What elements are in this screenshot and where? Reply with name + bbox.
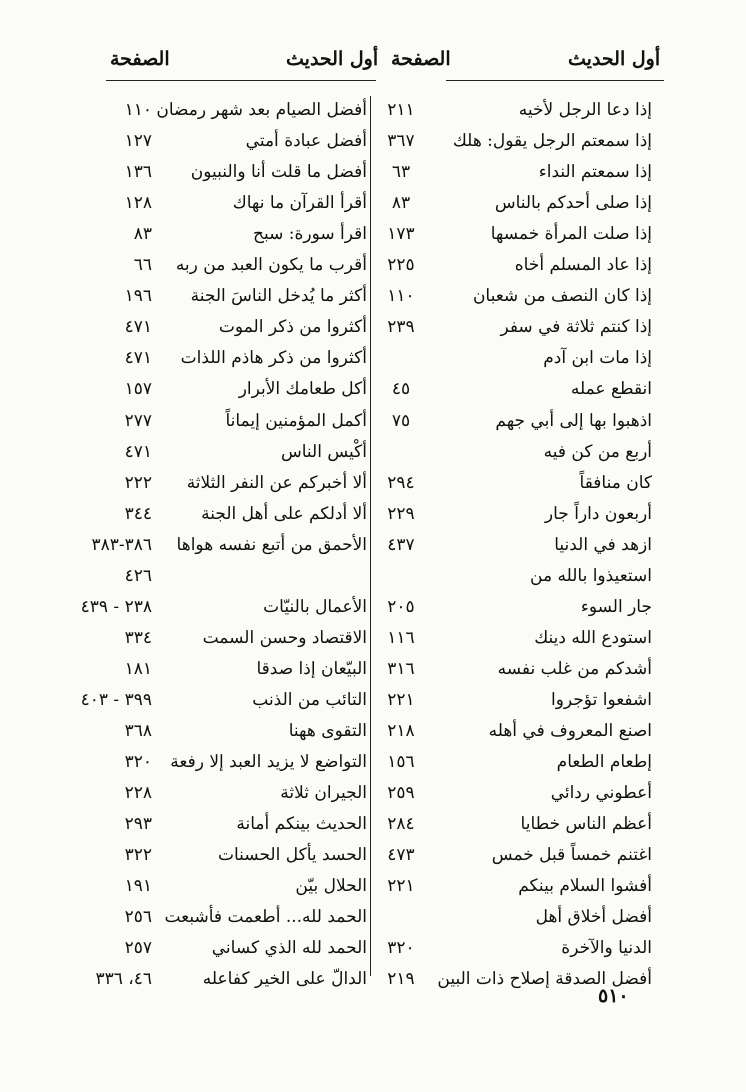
hadith-left: أفضل عبادة أمتي xyxy=(245,131,367,151)
index-row xyxy=(0,311,746,343)
page-left: ١٢٧ xyxy=(124,131,152,151)
hadith-right: إذا كنتم ثلاثة في سفر xyxy=(500,317,652,337)
index-row xyxy=(0,684,746,716)
header-underline-right xyxy=(446,80,664,81)
page-right: ١١٦ xyxy=(387,628,415,648)
hadith-left: أكل طعامك الأبرار xyxy=(238,379,367,399)
hadith-right: اصنع المعروف في أهله xyxy=(488,721,652,741)
hadith-left: الحسد يأكل الحسنات xyxy=(217,845,367,865)
index-row xyxy=(0,870,746,902)
page-number: ٥١٠ xyxy=(598,985,629,1007)
header-right-page: الصفحة xyxy=(391,48,451,70)
page-right: ١١٠ xyxy=(387,286,415,306)
hadith-right: إذا صلت المرأة خمسها xyxy=(490,224,652,244)
hadith-left: أفضل ما قلت أنا والنبيون xyxy=(190,162,367,182)
hadith-left: أكثروا من ذكر هاذم اللذات xyxy=(180,348,367,368)
hadith-right: أربع من كن فيه xyxy=(543,442,652,462)
page-left: ٢٧٧ xyxy=(124,411,152,431)
hadith-right: إذا صلى أحدكم بالناس xyxy=(494,193,652,213)
page-right: ٣٦٧ xyxy=(387,131,415,151)
index-row xyxy=(0,498,746,530)
page-right: ٢٩٤ xyxy=(387,473,415,493)
page-right xyxy=(373,560,429,592)
page-right xyxy=(373,901,429,933)
index-row xyxy=(0,156,746,188)
hadith-right: أفضل أخلاق أهل xyxy=(535,907,652,927)
index-row xyxy=(0,963,746,995)
page-left: ١٣٦ xyxy=(124,162,152,182)
index-row xyxy=(0,373,746,405)
hadith-left: الأعمال بالنيّات xyxy=(263,597,367,617)
header-left-hadith: أول الحديث xyxy=(286,48,379,70)
page-right: ٤٥ xyxy=(391,379,411,399)
hadith-right: إذا سمعتم الرجل يقول: هلك xyxy=(452,131,652,151)
page-left: ٤٦، ٣٣٦ xyxy=(95,969,152,989)
hadith-left: أكمل المؤمنين إيماناً xyxy=(225,411,367,431)
hadith-left: الاقتصاد وحسن السمت xyxy=(202,628,367,648)
hadith-right: اذهبوا بها إلى أبي جهم xyxy=(495,411,652,431)
page-left: ٢٢٢ xyxy=(124,473,152,493)
hadith-left: الجيران ثلاثة xyxy=(280,783,367,803)
page-right: ٢٠٥ xyxy=(387,597,415,617)
hadith-left: أقرب ما يكون العبد من ربه xyxy=(175,255,367,275)
hadith-left: الحمد لله... أطعمت فأشبعت xyxy=(164,907,367,927)
hadith-right: استعيذوا بالله من xyxy=(530,566,652,586)
hadith-right: أفضل الصدقة إصلاح ذات البين xyxy=(437,969,652,989)
hadith-right: اغتنم خمساً قبل خمس xyxy=(491,845,652,865)
index-row xyxy=(0,715,746,747)
hadith-left: التائب من الذنب xyxy=(252,690,367,710)
page-right: ٨٣ xyxy=(391,193,411,213)
hadith-left: البيّعان إذا صدقا xyxy=(256,659,367,679)
hadith-left: التقوى ههنا xyxy=(288,721,367,741)
hadith-left: الأحمق من أتبع نفسه هواها xyxy=(176,535,367,555)
index-row xyxy=(0,467,746,499)
page-left: ٤٧١ xyxy=(124,348,152,368)
index-row xyxy=(0,187,746,219)
page-left: ٨٣ xyxy=(133,224,152,244)
page-right: ٣٢٠ xyxy=(387,938,415,958)
page-left: ٣٤٤ xyxy=(124,504,152,524)
index-row xyxy=(0,125,746,157)
index-row xyxy=(0,932,746,964)
page-right: ٧٥ xyxy=(391,411,411,431)
index-row xyxy=(0,436,746,468)
page-right: ٤٧٣ xyxy=(387,845,415,865)
hadith-left xyxy=(152,560,367,592)
page-right xyxy=(373,436,429,468)
hadith-right: أفشوا السلام بينكم xyxy=(518,876,652,896)
page-right: ١٧٣ xyxy=(387,224,415,244)
page-right: ١٥٦ xyxy=(387,752,415,772)
header-underline-left xyxy=(106,80,376,81)
page-right: ٢٢٥ xyxy=(387,255,415,275)
hadith-left: الحمد لله الذي كساني xyxy=(211,938,367,958)
page-left: ٣٢٠ xyxy=(124,752,152,772)
page-left: ٦٦ xyxy=(133,255,152,275)
hadith-right: إذا مات ابن آدم xyxy=(543,348,652,368)
page-right: ٢٢١ xyxy=(387,876,415,896)
hadith-right: ازهد في الدنيا xyxy=(554,535,652,555)
page-left: ٣٦٨ xyxy=(124,721,152,741)
hadith-right: كان منافقاً xyxy=(579,473,652,493)
page-left: ٢٢٨ xyxy=(124,783,152,803)
page-left: ٢٥٦ xyxy=(124,907,152,927)
index-row xyxy=(0,405,746,437)
hadith-right: انقطع عمله xyxy=(570,379,652,399)
page-left: ٢٥٧ xyxy=(124,938,152,958)
page-left: ١٢٨ xyxy=(124,193,152,213)
hadith-right: أربعون داراً جار xyxy=(544,504,652,524)
page-right: ٢٥٩ xyxy=(387,783,415,803)
hadith-left: أفضل الصيام بعد شهر رمضان xyxy=(156,100,367,120)
page-left: ٤٧١ xyxy=(124,442,152,462)
page-right: ٢١٨ xyxy=(387,721,415,741)
page-right: ٢٢١ xyxy=(387,690,415,710)
page-left: ١٥٧ xyxy=(124,379,152,399)
page-right: ٦٣ xyxy=(391,162,411,182)
index-row xyxy=(0,249,746,281)
index-row xyxy=(0,591,746,623)
page-left: ١٩٦ xyxy=(124,286,152,306)
page-right: ٢٢٩ xyxy=(387,504,415,524)
index-row xyxy=(0,901,746,933)
hadith-right: أعطوني ردائي xyxy=(550,783,652,803)
index-row xyxy=(0,808,746,840)
hadith-left: أكْيس الناس xyxy=(281,442,367,462)
index-row xyxy=(0,746,746,778)
index-row xyxy=(0,839,746,871)
page-right: ٢٨٤ xyxy=(387,814,415,834)
hadith-right: إذا سمعتم النداء xyxy=(538,162,652,182)
page-left: ١٨١ xyxy=(124,659,152,679)
hadith-right: إطعام الطعام xyxy=(556,752,652,772)
hadith-left: الحلال بيّن xyxy=(295,876,367,896)
hadith-right: أعظم الناس خطايا xyxy=(520,814,652,834)
page-left: ١١٠ xyxy=(124,100,152,120)
hadith-right: إذا كان النصف من شعبان xyxy=(472,286,652,306)
page-right: ٤٣٧ xyxy=(387,535,415,555)
page-right xyxy=(373,342,429,374)
page-left: ٣٩٩ - ٤٠٣ xyxy=(80,690,152,710)
page-right: ٢١٩ xyxy=(387,969,415,989)
index-row xyxy=(0,94,746,126)
hadith-left: أكثر ما يُدخل الناسَ الجنة xyxy=(190,286,367,306)
page-left: ٣٨٦-٣٨٣ xyxy=(91,535,152,555)
page-left: ١٩١ xyxy=(124,876,152,896)
hadith-left: الحديث بينكم أمانة xyxy=(236,814,367,834)
hadith-right: إذا دعا الرجل لأخيه xyxy=(518,100,652,120)
index-row xyxy=(0,218,746,250)
hadith-right: جار السوء xyxy=(580,597,652,617)
page-right: ٣١٦ xyxy=(387,659,415,679)
index-row xyxy=(0,280,746,312)
hadith-left: الدالّ على الخير كفاعله xyxy=(202,969,367,989)
index-row xyxy=(0,560,746,592)
hadith-left: اقرأ سورة: سبح xyxy=(253,224,367,244)
hadith-left: ألا أخبركم عن النفر الثلاثة xyxy=(186,473,367,493)
hadith-right: أشدكم من غلب نفسه xyxy=(497,659,652,679)
index-row xyxy=(0,342,746,374)
hadith-right: إذا عاد المسلم أخاه xyxy=(514,255,652,275)
hadith-right: الدنيا والآخرة xyxy=(561,938,652,958)
page-right: ٢٣٩ xyxy=(387,317,415,337)
hadith-right: اشفعوا تؤجروا xyxy=(550,690,652,710)
hadith-left: التواضع لا يزيد العبد إلا رفعة xyxy=(170,752,367,772)
page-left: ٢٣٨ - ٤٣٩ xyxy=(80,597,152,617)
page-left: ٢٩٣ xyxy=(124,814,152,834)
hadith-left: أكثروا من ذكر الموت xyxy=(218,317,367,337)
hadith-left: ألا أدلكم على أهل الجنة xyxy=(201,504,367,524)
page-left: ٤٢٦ xyxy=(124,566,152,586)
index-row xyxy=(0,777,746,809)
hadith-right: استودع الله دينك xyxy=(534,628,652,648)
header-left-page: الصفحة xyxy=(110,48,170,70)
page-right: ٢١١ xyxy=(387,100,415,120)
page-left: ٣٢٢ xyxy=(124,845,152,865)
hadith-left: أقرأ القرآن ما نهاك xyxy=(232,193,367,213)
index-row xyxy=(0,529,746,561)
page-left: ٣٣٤ xyxy=(124,628,152,648)
header-right-hadith: أول الحديث xyxy=(568,48,661,70)
index-row xyxy=(0,653,746,685)
page-left: ٤٧١ xyxy=(124,317,152,337)
index-row xyxy=(0,622,746,654)
